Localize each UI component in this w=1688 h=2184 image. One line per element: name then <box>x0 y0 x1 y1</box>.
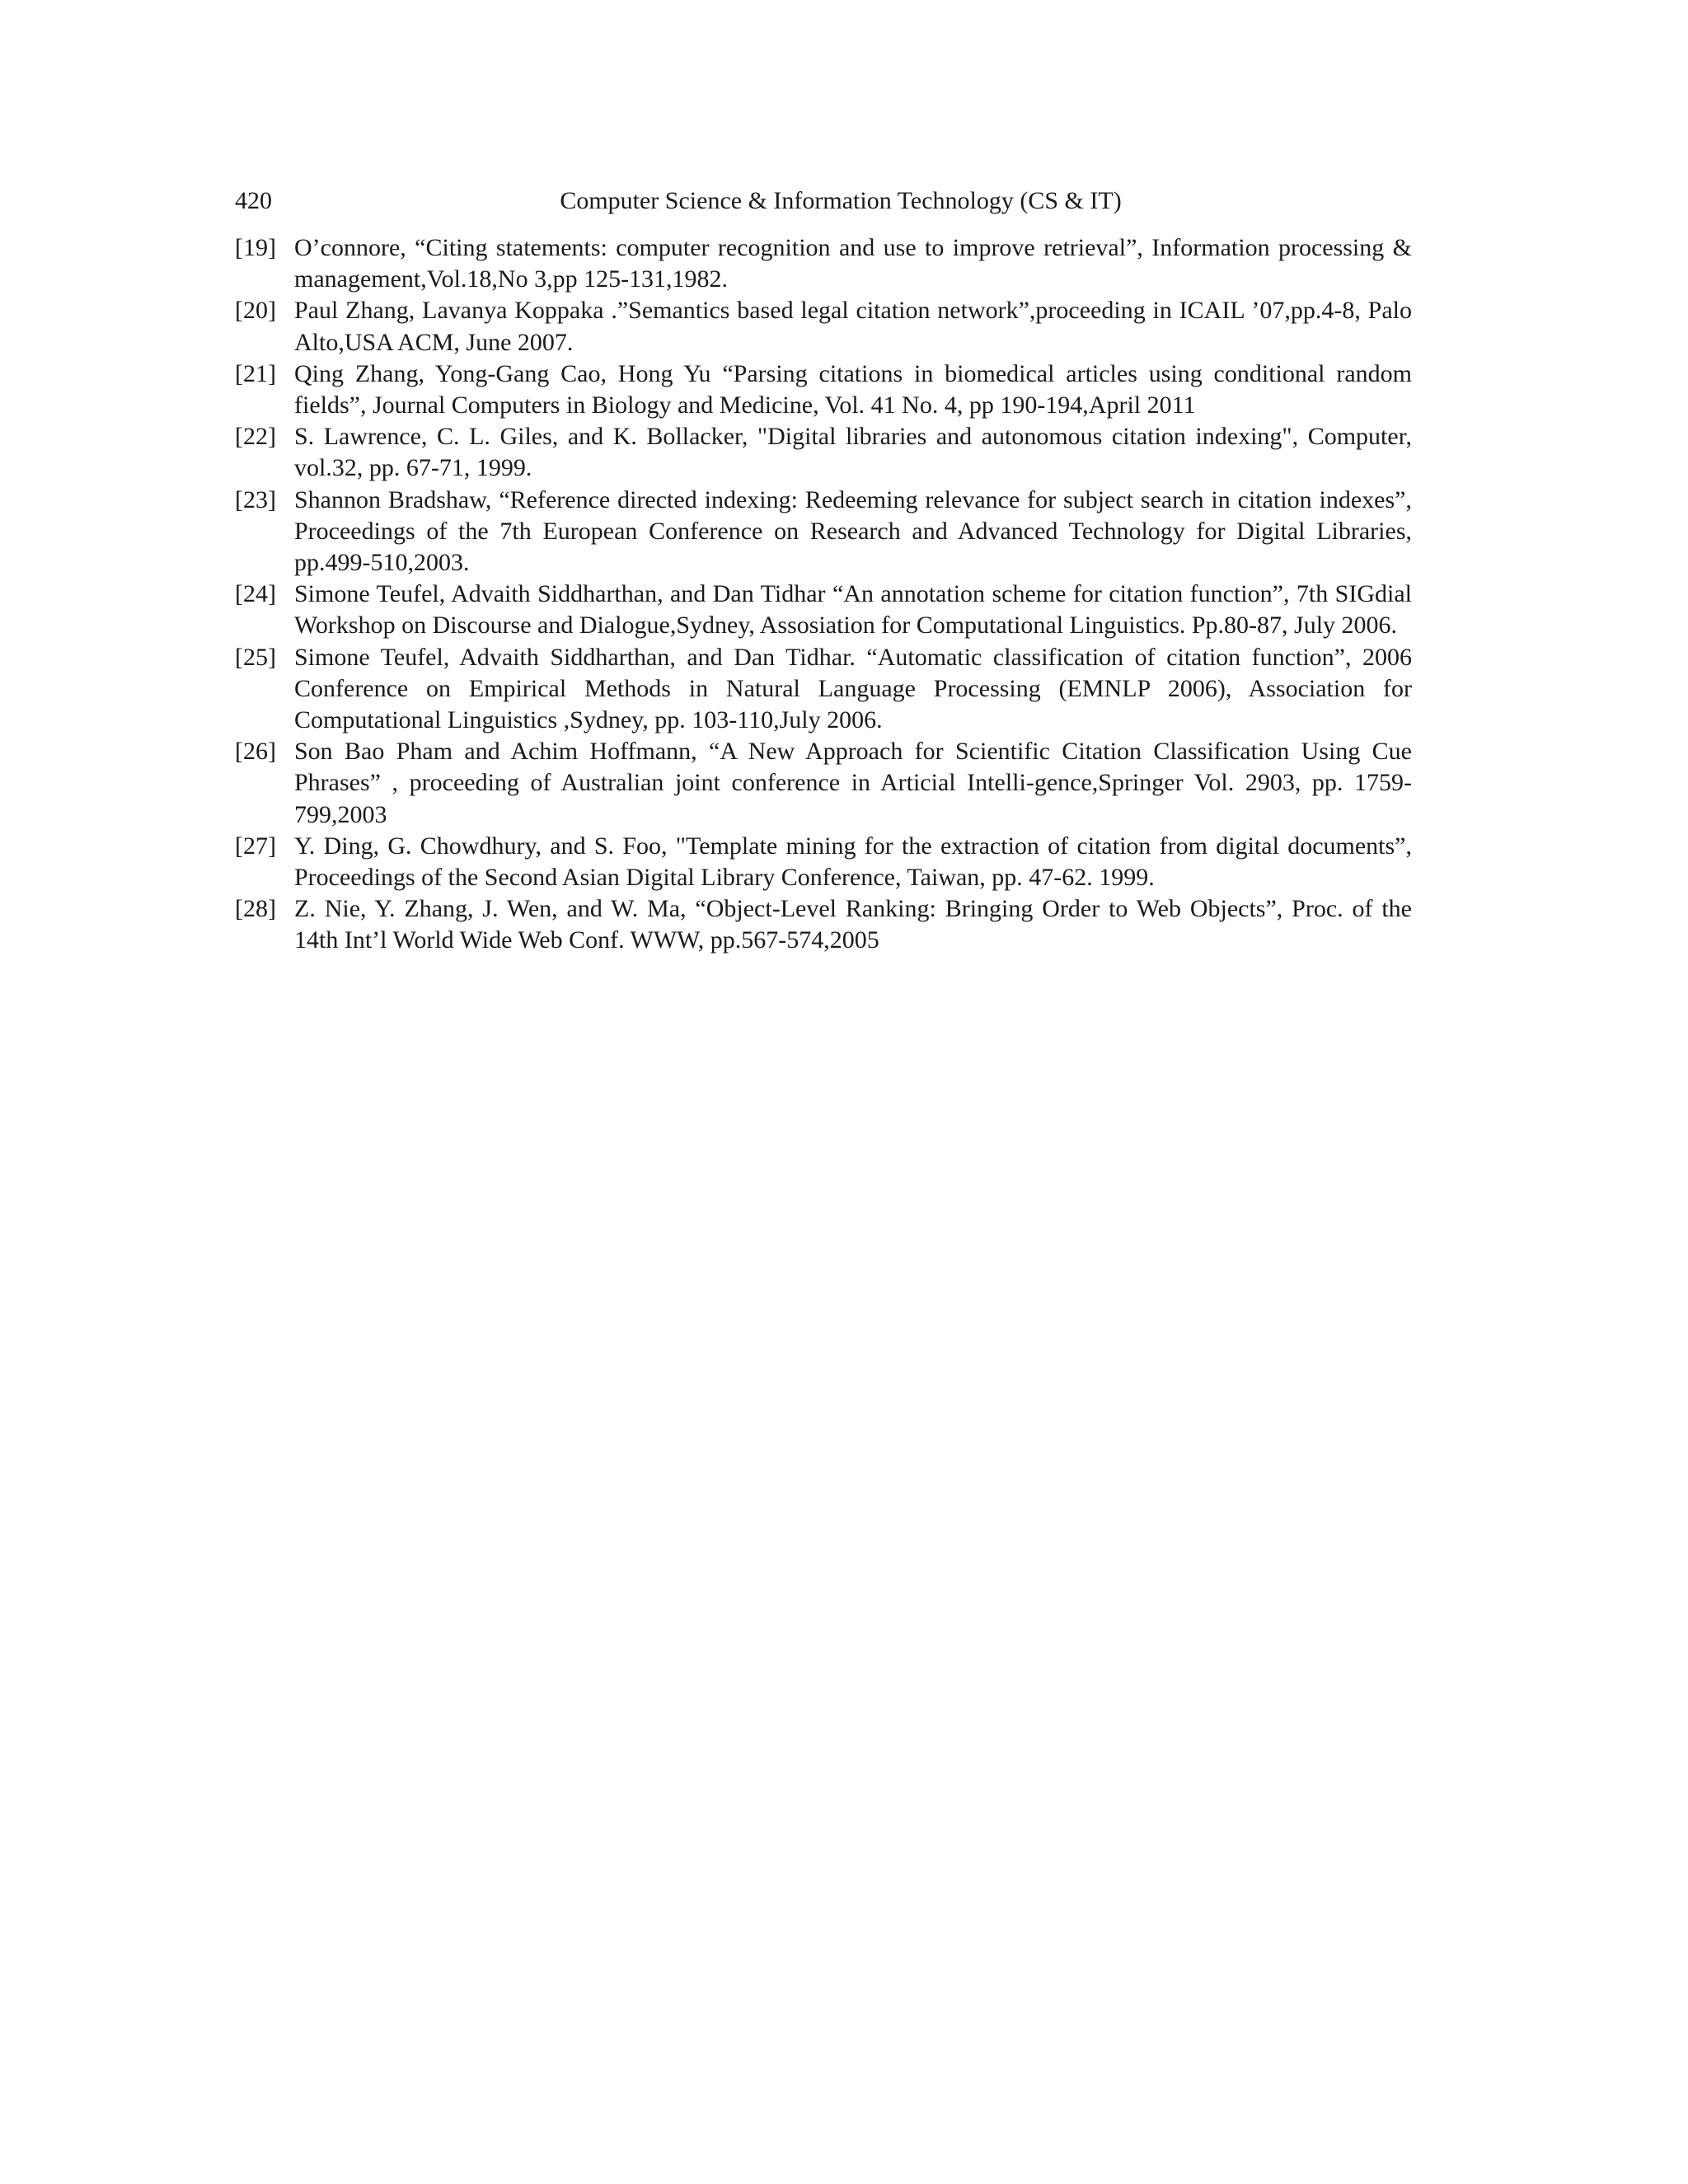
reference-item-20 <box>235 295 1412 358</box>
reference-text: Z. Nie, Y. Zhang, J. Wen, and W. Ma, “Object-Level Ranking: Bringing Order to Web Objects”, Proc. of the 14th Int’l World Wide Web Conf. WWW, pp.567-574,2005 <box>294 895 1412 954</box>
reference-text: Simone Teufel, Advaith Siddharthan, and Dan Tidhar. “Automatic classification of citation function”, 2006 Conference on Empirical Methods in Natural Language Processing (EMNLP 2006), Association for Computational Linguistics ,Sydney, pp. 103-110,July 2006. <box>294 643 1412 734</box>
reference-number: [24] <box>235 580 276 608</box>
reference-item-21 <box>235 359 1412 421</box>
reference-list <box>235 232 1412 957</box>
reference-item-24 <box>235 579 1412 641</box>
reference-number: [23] <box>235 485 276 513</box>
reference-item-19 <box>235 232 1412 295</box>
reference-number: [27] <box>235 832 276 860</box>
reference-number: [21] <box>235 359 276 387</box>
reference-number: [25] <box>235 643 276 671</box>
reference-item-27 <box>235 831 1412 893</box>
running-header <box>235 183 1414 219</box>
reference-item-26 <box>235 736 1412 831</box>
reference-number: [20] <box>235 297 276 325</box>
reference-text: Y. Ding, G. Chowdhury, and S. Foo, "Template mining for the extraction of citation from digital documents”, Proceedings of the Second Asian Digital Library Conference, Taiwan, pp. 47-62. 1999. <box>294 832 1412 892</box>
reference-number: [22] <box>235 423 276 451</box>
reference-text: Simone Teufel, Advaith Siddharthan, and Dan Tidhar “An annotation scheme for citation function”, 7th SIGdial Workshop on Discourse and Dialogue,Sydney, Assosiation for Computational Linguistics. Pp.80-87, July 2006. <box>294 580 1412 640</box>
reference-number: [19] <box>235 234 276 261</box>
journal-title: Computer Science & Information Technology (CS & IT) <box>560 187 1122 214</box>
reference-number: [26] <box>235 738 276 766</box>
reference-text: Shannon Bradshaw, “Reference directed indexing: Redeeming relevance for subject search in citation indexes”, Proceedings of the 7th European Conference on Research and Advanced Technology for Digital Libraries, pp.499-510,2003. <box>294 485 1412 577</box>
reference-number: [28] <box>235 895 276 923</box>
reference-text: Qing Zhang, Yong-Gang Cao, Hong Yu “Parsing citations in biomedical articles using conditional random fields”, Journal Computers in Biology and Medicine, Vol. 41 No. 4, pp 190-194,April 2011 <box>294 359 1412 419</box>
reference-text: Son Bao Pham and Achim Hoffmann, “A New Approach for Scientific Citation Classification Using Cue Phrases” , proceeding of Australian joint conference in Articial Intelli-gence,Springer Vol. 2903, pp. 1759-799,2003 <box>294 738 1412 828</box>
reference-item-22 <box>235 421 1412 484</box>
reference-item-25 <box>235 642 1412 737</box>
reference-item-23 <box>235 485 1412 579</box>
reference-item-28 <box>235 893 1412 956</box>
reference-text: O’connore, “Citing statements: computer recognition and use to improve retrieval”, Information processing & management,Vol.18,No 3,pp 125-131,1982. <box>294 234 1412 293</box>
reference-text: S. Lawrence, C. L. Giles, and K. Bollacker, "Digital libraries and autonomous citation indexing", Computer, vol.32, pp. 67-71, 1999. <box>294 423 1412 482</box>
page-number: 420 <box>235 187 272 214</box>
reference-text: Paul Zhang, Lavanya Koppaka .”Semantics based legal citation network”,proceeding in ICAIL ’07,pp.4-8, Palo Alto,USA ACM, June 2007. <box>294 297 1412 356</box>
